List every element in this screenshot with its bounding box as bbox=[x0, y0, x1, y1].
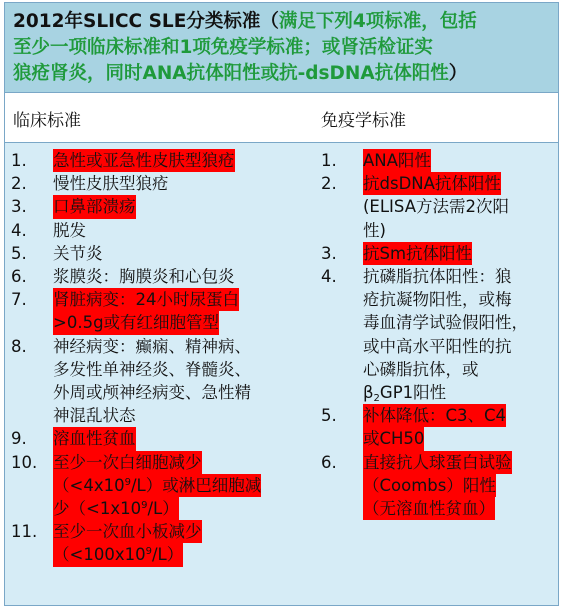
immuno-criteria-list bbox=[321, 149, 528, 520]
clinical-item-5 bbox=[11, 242, 261, 265]
item-number: 3. bbox=[11, 197, 27, 217]
item-text: 性) bbox=[363, 220, 386, 240]
item-number: 1. bbox=[11, 151, 27, 170]
clinical-item-8 bbox=[11, 335, 261, 428]
immuno-column-header: 免疫学标准 bbox=[321, 111, 406, 131]
item-text: 或CH50 bbox=[363, 427, 506, 450]
item-text: (ELISA方法需2次阳 bbox=[363, 197, 509, 217]
clinical-item-2 bbox=[11, 172, 261, 195]
item-text: 或中高水平阳性的抗 bbox=[363, 336, 512, 356]
title-note-line-1: 满足下列4项标准，包括 bbox=[278, 11, 477, 32]
item-text: 溶血性贫血 bbox=[53, 427, 136, 450]
clinical-item-3 bbox=[11, 195, 261, 218]
table-title bbox=[5, 3, 558, 93]
item-text: 多发性单神经炎、脊髓炎、 bbox=[53, 359, 251, 379]
title-prefix: 2012年SLICC SLE分类标准（ bbox=[13, 11, 279, 32]
item-text: 直接抗人球蛋白试验 bbox=[363, 451, 512, 474]
immuno-item-5 bbox=[321, 404, 528, 450]
item-text: 神混乱状态 bbox=[53, 406, 136, 426]
item-number: 2. bbox=[321, 174, 337, 194]
title-close: ） bbox=[448, 63, 468, 84]
item-text: 至少一次白细胞减少 bbox=[53, 451, 261, 474]
item-text: 补体降低：C3、C4 bbox=[363, 404, 506, 427]
item-number: 6. bbox=[11, 267, 27, 287]
item-number: 5. bbox=[321, 406, 337, 426]
item-text: 外周或颅神经病变、急性精 bbox=[53, 383, 251, 403]
item-text: 急性或亚急性皮肤型狼疮 bbox=[53, 149, 235, 172]
item-number: 11. bbox=[11, 522, 38, 542]
clinical-item-1 bbox=[11, 149, 261, 172]
item-number: 1. bbox=[321, 151, 337, 170]
criteria-table bbox=[4, 2, 559, 606]
item-text: >0.5g或有红细胞管型 bbox=[53, 311, 239, 334]
clinical-item-7 bbox=[11, 288, 261, 334]
clinical-item-4 bbox=[11, 219, 261, 242]
item-text: 至少一次血小板减少 bbox=[53, 520, 202, 543]
clinical-item-9 bbox=[11, 427, 261, 450]
item-number: 5. bbox=[11, 243, 27, 263]
immuno-item-1 bbox=[321, 149, 528, 172]
item-number: 8. bbox=[11, 336, 27, 356]
item-text: $(<4x10^9/L)$或淋巴细胞减 bbox=[53, 474, 261, 497]
item-text: 毒血清学试验假阳性， bbox=[363, 313, 528, 333]
immuno-item-2 bbox=[321, 172, 528, 242]
column-headers bbox=[5, 93, 558, 143]
item-text: 浆膜炎：胸膜炎和心包炎 bbox=[53, 267, 235, 287]
item-text: 肾脏病变：24小时尿蛋白 bbox=[53, 288, 239, 311]
item-text: （Coombs）阳性 bbox=[363, 474, 512, 497]
immuno-item-3 bbox=[321, 242, 528, 265]
item-number: 2. bbox=[11, 174, 27, 194]
item-text: 神经病变：癫痫、精神病、 bbox=[53, 336, 251, 356]
item-text: $\beta_2GP1$阳性 bbox=[363, 383, 447, 405]
title-note-line-3: 狼疮肾炎，同时ANA抗体阳性或抗-dsDNA抗体阳性 bbox=[13, 63, 449, 84]
item-number: 9. bbox=[11, 429, 27, 449]
item-text: 抗磷脂抗体阳性：狼 bbox=[363, 267, 512, 287]
item-number: 7. bbox=[11, 290, 27, 310]
item-text: 关节炎 bbox=[53, 243, 103, 263]
item-text: 口鼻部溃疡 bbox=[53, 195, 136, 218]
item-text: 疮抗凝物阳性，或梅 bbox=[363, 290, 512, 310]
item-text: ANA阳性 bbox=[363, 149, 431, 172]
item-number: 6. bbox=[321, 452, 337, 472]
item-text: 慢性皮肤型狼疮 bbox=[53, 174, 169, 194]
clinical-item-6 bbox=[11, 265, 261, 288]
immuno-item-4 bbox=[321, 265, 528, 404]
immuno-item-6 bbox=[321, 451, 528, 521]
item-text: 脱发 bbox=[53, 220, 86, 240]
item-text: 少$(<1x10^9/L)$ bbox=[53, 497, 261, 520]
item-number: 4. bbox=[11, 220, 27, 240]
title-note-line-2: 至少一项临床标准和1项免疫学标准；或肾活检证实 bbox=[13, 37, 433, 58]
clinical-criteria-list bbox=[11, 149, 261, 567]
item-text: 抗dsDNA抗体阳性 bbox=[363, 172, 509, 195]
item-text: $(<100x10^9/L)$ bbox=[53, 543, 202, 566]
clinical-column-header: 临床标准 bbox=[13, 111, 81, 131]
item-number: 4. bbox=[321, 267, 337, 287]
item-text: （无溶血性贫血） bbox=[363, 497, 512, 520]
item-number: 10. bbox=[11, 452, 38, 472]
item-text: 抗Sm抗体阳性 bbox=[363, 242, 472, 265]
item-number: 3. bbox=[321, 243, 337, 263]
clinical-item-11 bbox=[11, 520, 261, 566]
clinical-item-10 bbox=[11, 451, 261, 521]
item-text: 心磷脂抗体，或 bbox=[363, 359, 479, 379]
